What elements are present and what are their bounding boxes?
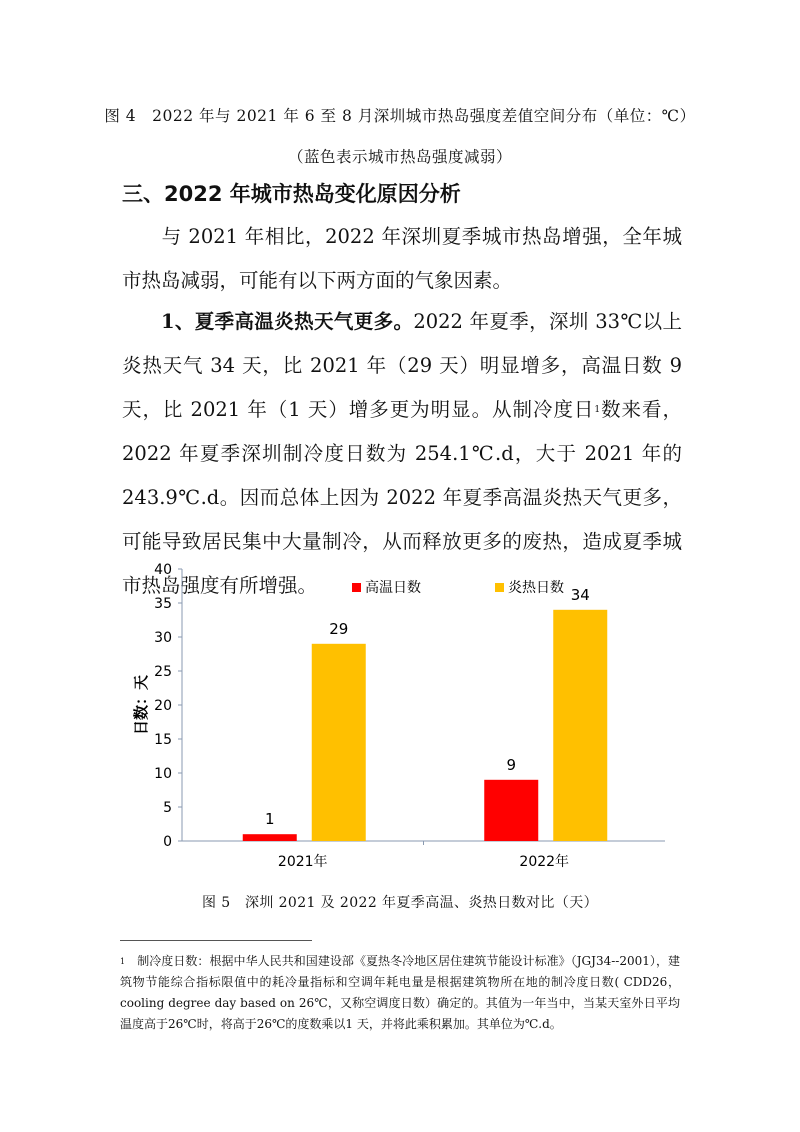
paragraph-intro-text: 与 2021 年相比，2022 年深圳夏季城市热岛增强，全年城市热岛减弱，可能有以下两方面的气象因素。: [122, 225, 682, 292]
figure4-caption: 图 4 2022 年与 2021 年 6 至 8 月深圳城市热岛强度差值空间分布（单位：℃）: [104, 107, 696, 125]
figure5-caption: 图 5 深圳 2021 及 2022 年夏季高温、炎热日数对比（天）: [201, 895, 598, 911]
legend-swatch: [352, 583, 361, 592]
y-tick-label: 15: [154, 732, 172, 748]
section-heading: 三、2022 年城市热岛变化原因分析: [122, 182, 461, 206]
y-tick-label: 0: [163, 834, 172, 850]
legend-label: 炎热日数: [508, 580, 564, 596]
figure4-caption-note: （蓝色表示城市热岛强度减弱）: [287, 148, 512, 166]
y-tick-label: 20: [154, 698, 172, 714]
footnote-ref[interactable]: 1: [594, 405, 601, 415]
bar-chart: [120, 555, 680, 875]
y-tick-label: 10: [154, 766, 172, 782]
footnote-text: 制冷度日数：根据中华人民共和国建设部《夏热冬冷地区居住建筑节能设计标准》（JGJ34--2001），建筑物节能综合指标限值中的耗冷量指标和空调年耗电量是根据建筑物所在地的制冷度日数( CDD26，cooling degree day based on 26℃，又称空调度日数）确定的。其值为一年当中，当某天室外日平均温度高于26℃时，将高于26℃的度数乘以1 天，并将此乘积累加。其单位为℃.d。: [120, 954, 680, 1031]
paragraph-text-a: 2022 年夏季，深圳 33℃以上炎热天气 34 天，比 2021 年（29 天）明显增多，高温日数 9 天，比 2021 年（1 天）增多更为明显。从制冷度日: [122, 310, 682, 421]
data-label: 29: [329, 619, 349, 638]
footnote-mark: 1: [120, 957, 126, 966]
paragraph-lead: 1、夏季高温炎热天气更多。: [161, 310, 414, 333]
paragraph-text-b: 数来看，2022 年夏季深圳制冷度日数为 254.1℃.d，大于 2021 年的 243.9℃.d。因而总体上因为 2022 年夏季高温炎热天气更多，可能导致居民集中大量制冷，从而释放更多的废热，造成夏季城市热岛强度有所增强。: [122, 398, 682, 597]
y-tick-label: 25: [154, 664, 172, 680]
bar-high-temp: [484, 780, 538, 841]
bar-hot-days: [312, 644, 366, 841]
y-tick-label: 30: [154, 630, 172, 646]
legend-label: 高温日数: [365, 580, 421, 596]
y-tick-label: 40: [154, 562, 172, 578]
x-tick-label: 2022年: [519, 854, 570, 870]
bar-high-temp: [243, 834, 297, 841]
legend-swatch: [495, 583, 504, 592]
data-label: 34: [570, 585, 590, 604]
paragraph-intro: [122, 215, 682, 303]
data-label: 9: [506, 755, 517, 774]
bar-hot-days: [553, 610, 607, 841]
x-tick-label: 2021年: [277, 854, 328, 870]
y-tick-label: 5: [163, 800, 172, 816]
data-label: 1: [264, 810, 275, 829]
footnote-divider: [120, 940, 312, 941]
y-axis-title: 日数：天: [132, 674, 150, 736]
footnote: [120, 951, 680, 1035]
y-tick-label: 35: [154, 596, 172, 612]
